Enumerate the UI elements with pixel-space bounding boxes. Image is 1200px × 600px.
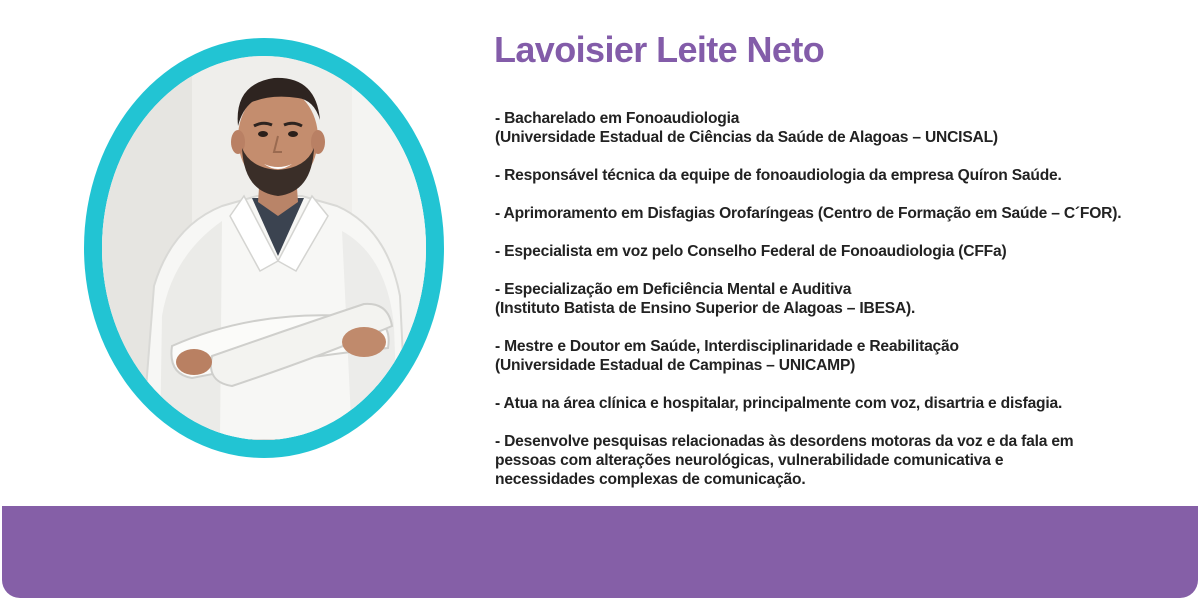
bio-item [495,394,1195,413]
bio-item [495,337,1195,375]
bio-item [495,432,1195,489]
bio-line: - Desenvolve pesquisas relacionadas às desordens motoras da voz e da fala em [495,433,1074,450]
bio-line: - Responsável técnica da equipe de fonoaudiologia da empresa Quíron Saúde. [495,167,1062,184]
bio-line: (Universidade Estadual de Campinas – UNICAMP) [495,357,856,374]
bio-line: necessidades complexas de comunicação. [495,471,806,488]
portrait-frame [84,38,444,458]
bio-line: (Instituto Batista de Ensino Superior de Alagoas – IBESA). [495,300,916,317]
bio-line: pessoas com alterações neurológicas, vulnerabilidade comunicativa e [495,452,1004,469]
bio-line: - Atua na área clínica e hospitalar, principalmente com voz, disartria e disfagia. [495,395,1063,412]
profile-photo [102,56,426,440]
bio-line: - Aprimoramento em Disfagias Orofaríngeas (Centro de Formação em Saúde – C´FOR). [495,205,1122,222]
footer-bar [2,506,1198,598]
bio-line: - Mestre e Doutor em Saúde, Interdisciplinaridade e Reabilitação [495,338,959,355]
bio-item [495,280,1195,318]
person-illustration [102,56,426,440]
bio-line: - Especialista em voz pelo Conselho Federal de Fonoaudiologia (CFFa) [495,243,1007,260]
bio-item [495,166,1195,185]
bio-line: - Bacharelado em Fonoaudiologia [495,110,740,127]
bio-list [495,109,1195,508]
bio-line: - Especialização em Deficiência Mental e Auditiva [495,281,852,298]
bio-item [495,109,1195,147]
bio-item [495,204,1195,223]
profile-name: Lavoisier Leite Neto [494,29,825,70]
bio-item [495,242,1195,261]
bio-line: (Universidade Estadual de Ciências da Saúde de Alagoas – UNCISAL) [495,129,998,146]
